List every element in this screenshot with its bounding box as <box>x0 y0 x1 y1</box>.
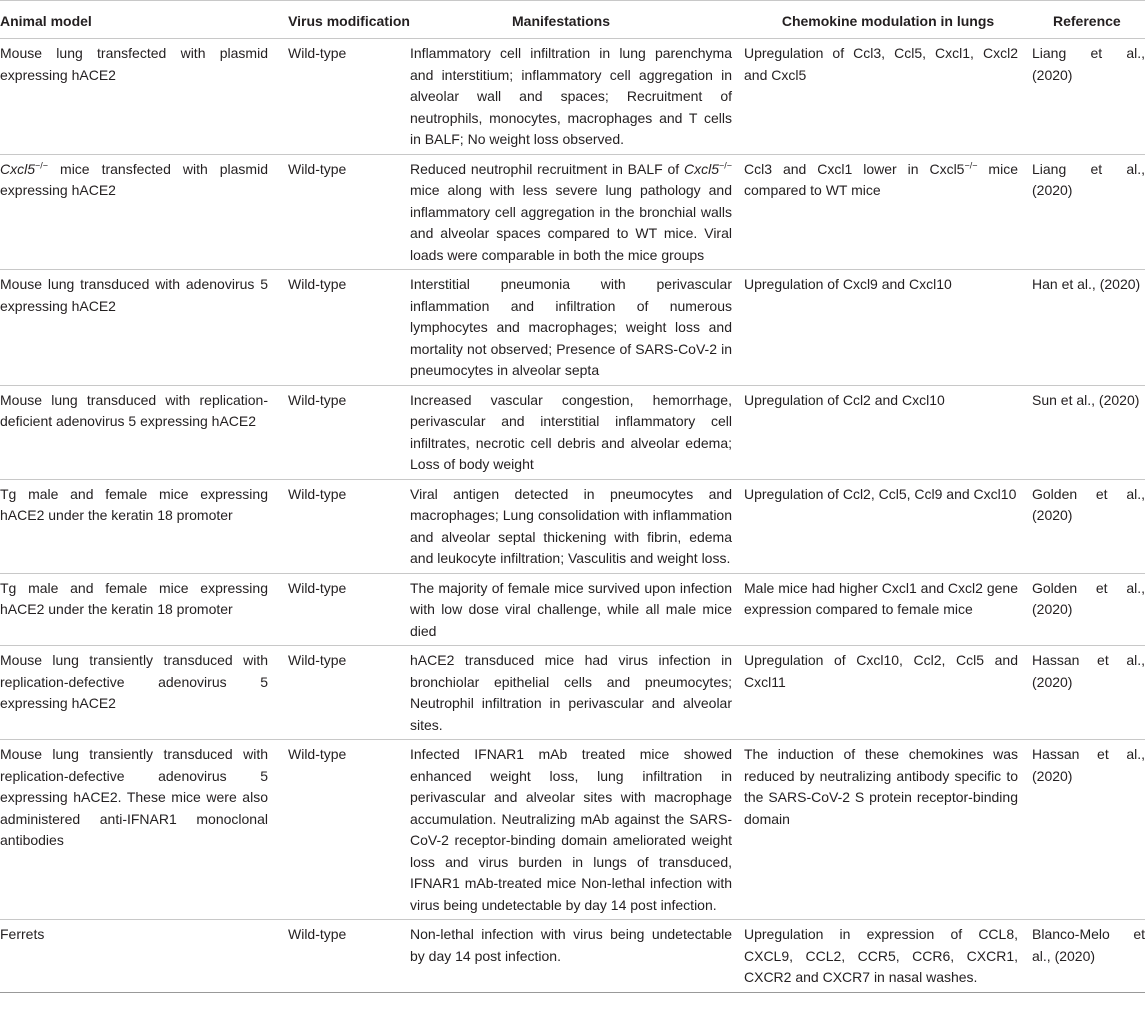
gene-name: Cxcl5 <box>0 160 36 177</box>
table-row <box>0 385 1145 479</box>
reference-cell: Hassan et al., (2020) <box>1032 652 1145 690</box>
virus-modification-cell: Wild-type <box>288 160 347 177</box>
header-manifestations: Manifestations <box>512 13 611 29</box>
chemokine-cell: Upregulation of Cxcl9 and Cxcl10 <box>744 276 952 292</box>
chemokine-cell: Upregulation of Ccl2, Ccl5, Ccl9 and Cxcl10 <box>744 485 1017 502</box>
virus-modification-cell: Wild-type <box>288 652 347 668</box>
table-row <box>0 920 1145 993</box>
header-reference: Reference <box>1053 13 1121 29</box>
manifestations-cell: Inflammatory cell infiltration in lung parenchyma and interstitium; inflammatory cell aggregation in alveolar wall and spaces; Recruitment of neutrophils, monocytes, macrophages and T cells in BALF; No weight loss observed. <box>410 45 732 147</box>
virus-modification-cell: Wild-type <box>288 45 347 61</box>
virus-modification-cell: Wild-type <box>288 485 347 502</box>
manifestations-cell: The majority of female mice survived upon infection with low dose viral challenge, while all male mice died <box>410 579 732 639</box>
chemokine-cell: Male mice had higher Cxcl1 and Cxcl2 gene expression compared to female mice <box>744 579 1018 617</box>
chemokine-cell <box>744 154 1032 270</box>
manifestations-cell <box>410 154 744 270</box>
header-chemokine-modulation: Chemokine modulation in lungs <box>781 13 995 29</box>
reference-cell: Golden et al., (2020) <box>1032 579 1145 617</box>
manifestations-cell: hACE2 transduced mice had virus infection in bronchiolar epithelial cells and pneumocytes; Neutrophil infiltration in perivascular and alveolar sites. <box>410 652 732 733</box>
manifestations-text-pre: Reduced neutrophil recruitment in BALF of <box>410 160 684 177</box>
animal-model-text: mice transfected with plasmid expressing hACE2 <box>0 160 268 198</box>
reference-cell: Liang et al., (2020) <box>1032 160 1145 198</box>
table-header-row <box>0 1 1145 39</box>
manifestations-text: mice along with less severe lung pathology and inflammatory cell aggregation in the bronchial walls and alveolar spaces compared to WT mice. Viral loads were comparable in both the mice groups <box>410 182 732 263</box>
knockout-superscript: −/− <box>35 159 49 170</box>
chemokine-cell: Upregulation in expression of CCL8, CXCL9, CCL2, CCR5, CCR6, CXCR1, CXCR2 and CXCR7 in nasal washes. <box>744 926 1018 985</box>
virus-modification-cell: Wild-type <box>288 391 347 408</box>
header-animal-model: Animal model <box>0 13 92 29</box>
animal-model-cell: Mouse lung transduced with adenovirus 5 expressing hACE2 <box>0 276 268 314</box>
reference-cell: Sun et al., (2020) <box>1032 391 1140 408</box>
chemokine-cell: The induction of these chemokines was reduced by neutralizing antibody specific to the SARS-CoV-2 S protein receptor-binding domain <box>744 746 1018 827</box>
animal-model-cell: Ferrets <box>0 926 45 942</box>
chemokine-text: mice compared to WT mice <box>744 160 1018 198</box>
chemokine-cell: Upregulation of Ccl2 and Cxcl10 <box>744 391 945 408</box>
animal-model-cell <box>0 154 288 270</box>
animal-model-cell: Mouse lung transduced with replication-deficient adenovirus 5 expressing hACE2 <box>0 391 268 429</box>
animal-model-cell: Tg male and female mice expressing hACE2 under the keratin 18 promoter <box>0 579 268 617</box>
table-row <box>0 479 1145 573</box>
chemokine-cell: Upregulation of Cxcl10, Ccl2, Ccl5 and Cxcl11 <box>744 652 1018 690</box>
reference-cell: Han et al., (2020) <box>1032 276 1141 292</box>
virus-modification-cell: Wild-type <box>288 579 347 596</box>
reference-cell: Liang et al., (2020) <box>1032 45 1145 83</box>
manifestations-cell: Interstitial pneumonia with perivascular inflammation and infiltration of numerous lymphocytes and macrophages; weight loss and mortality not observed; Presence of SARS-CoV-2 in pneumocytes in alveolar septa <box>410 276 732 378</box>
chemokine-text-pre: Ccl3 and Cxcl1 lower in Cxcl5 <box>744 160 965 177</box>
table-row <box>0 740 1145 920</box>
table-row <box>0 573 1145 646</box>
virus-modification-cell: Wild-type <box>288 276 347 292</box>
manifestations-cell: Viral antigen detected in pneumocytes and macrophages; Lung consolidation with inflammation and alveolar septal thickening with fibrin, edema and leukocyte infiltration; Vasculitis and weight loss. <box>410 485 732 566</box>
chemokine-cell: Upregulation of Ccl3, Ccl5, Cxcl1, Cxcl2 and Cxcl5 <box>744 45 1018 83</box>
table-row <box>0 39 1145 155</box>
gene-name: Cxcl5 <box>683 160 719 177</box>
animal-model-cell: Mouse lung transfected with plasmid expressing hACE2 <box>0 45 268 83</box>
manifestations-cell: Increased vascular congestion, hemorrhage, perivascular and interstitial inflammatory cell infiltrates, necrotic cell debris and alveolar edema; Loss of body weight <box>410 391 732 472</box>
animal-model-cell: Tg male and female mice expressing hACE2 under the keratin 18 promoter <box>0 485 268 523</box>
reference-cell: Blanco-Melo et al., (2020) <box>1032 926 1145 964</box>
virus-modification-cell: Wild-type <box>288 926 347 942</box>
animal-model-cell: Mouse lung transiently transduced with replication-defective adenovirus 5 expressing hACE2. These mice were also administered anti-IFNAR1 monoclonal antibodies <box>0 746 268 848</box>
manifestations-cell: Infected IFNAR1 mAb treated mice showed enhanced weight loss, lung infiltration in perivascular and alveolar sites with macrophage accumulation. Neutralizing mAb against the SARS-CoV-2 receptor-binding domain ameliorated weight loss and virus burden in lungs of transduced, IFNAR1 mAb-treated mice Non-lethal infection with virus being undetectable by day 14 post infection. <box>410 746 732 913</box>
reference-cell: Hassan et al., (2020) <box>1032 746 1145 784</box>
knockout-superscript: −/− <box>718 159 732 170</box>
knockout-superscript: −/− <box>964 159 978 170</box>
table-row <box>0 270 1145 386</box>
virus-modification-cell: Wild-type <box>288 746 347 762</box>
manifestations-cell: Non-lethal infection with virus being undetectable by day 14 post infection. <box>410 926 732 964</box>
animal-model-cell: Mouse lung transiently transduced with replication-defective adenovirus 5 expressing hACE2 <box>0 652 268 711</box>
header-virus-modification: Virus modification <box>288 13 410 29</box>
table-row <box>0 646 1145 740</box>
reference-cell: Golden et al., (2020) <box>1032 485 1145 523</box>
table-row <box>0 154 1145 270</box>
